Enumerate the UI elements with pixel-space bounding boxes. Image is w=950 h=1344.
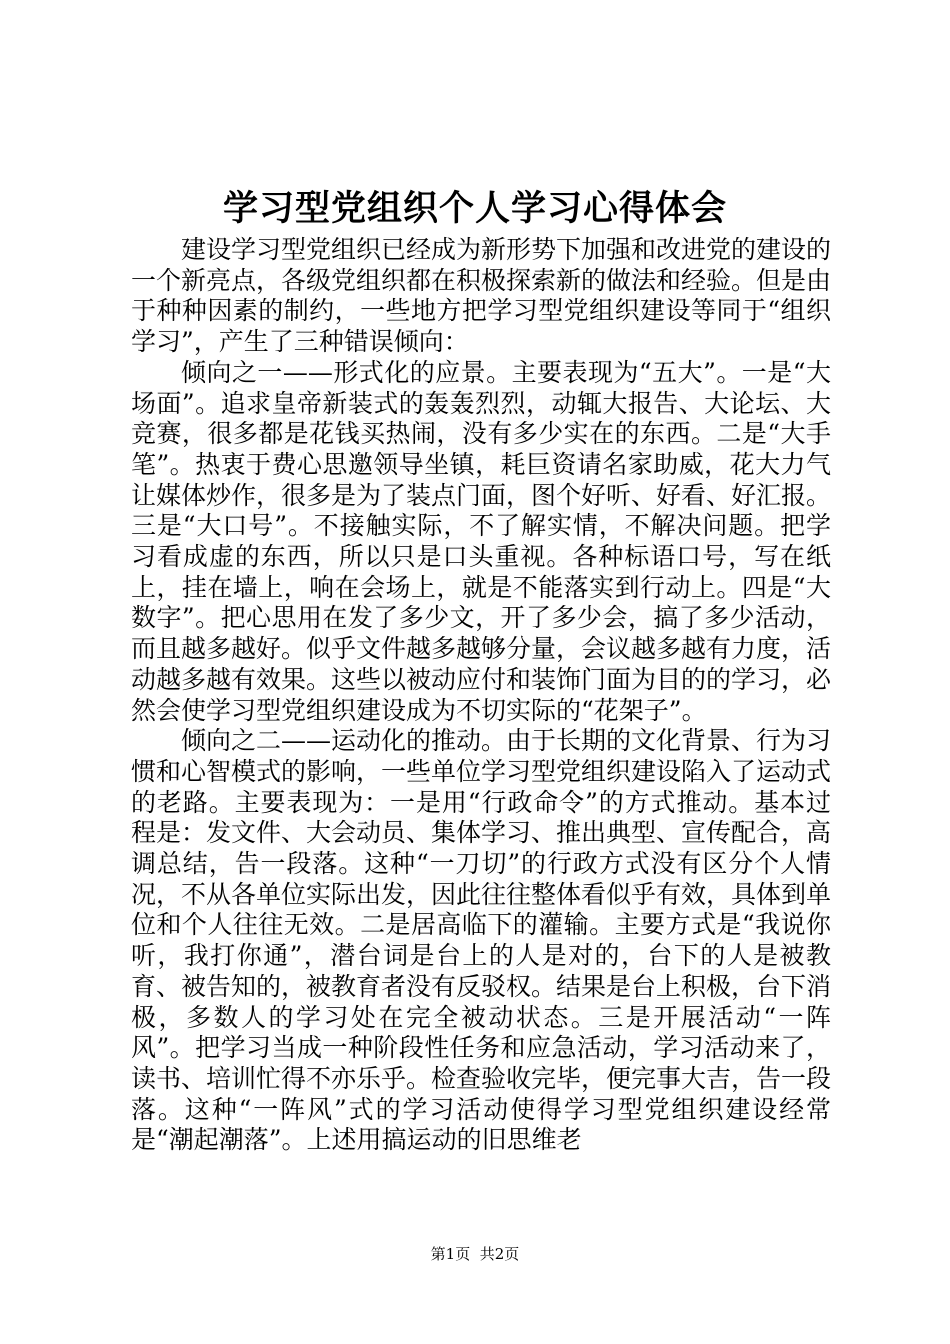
paragraph-tendency-one: 倾向之一——形式化的应景。主要表现为“五大”。一是“大场面”。追求皇帝新装式的轰轰烈烈，动辄大报告、大论坛、大竞赛，很多都是花钱买热闹，没有多少实在的东西。二是“大手笔”。热衷于费心思邀领导坐镇，耗巨资请名家助威，花大力气让媒体炒作，很多是为了装点门面，图个好听、好看、好汇报。三是“大口号”。不接触实际，不了解实情，不解决问题。把学习看成虚的东西，所以只是口头重视。各种标语口号，写在纸上，挂在墙上，响在会场上，就是不能落实到行动上。四是“大数字”。把心思用在发了多少文，开了多少会，搞了多少活动，而且越多越好。似乎文件越多越够分量，会议越多越有力度，活动越多越有效果。这些以被动应付和装饰门面为目的的学习，必然会使学习型党组织建设成为不切实际的“花架子”。 — [131, 357, 832, 725]
paragraph-intro: 建设学习型党组织已经成为新形势下加强和改进党的建设的一个新亮点，各级党组织都在积极探索新的做法和经验。但是由于种种因素的制约，一些地方把学习型党组织建设等同于“组织学习”，产生了三种错误倾向： — [131, 235, 832, 357]
page-total: 共2页 — [479, 1245, 520, 1263]
page-number: 第1页 — [430, 1245, 471, 1263]
document-body — [131, 235, 831, 1156]
document-title: 学习型党组织个人学习心得体会 — [222, 188, 727, 229]
footer-gap — [470, 1245, 480, 1263]
page-footer — [0, 1244, 950, 1264]
paragraph-tendency-two: 倾向之二——运动化的推动。由于长期的文化背景、行为习惯和心智模式的影响，一些单位学习型党组织建设陷入了运动式的老路。主要表现为：一是用“行政命令”的方式推动。基本过程是：发文件、大会动员、集体学习、推出典型、宣传配合，高调总结，告一段落。这种“一刀切”的行政方式没有区分个人情况，不从各单位实际出发，因此往往整体看似乎有效，具体到单位和个人往往无效。二是居高临下的灌输。主要方式是“我说你听，我打你通”，潜台词是台上的人是对的，台下的人是被教育、被告知的，被教育者没有反驳权。结果是台上积极，台下消极，多数人的学习处在完全被动状态。三是开展活动“一阵风”。把学习当成一种阶段性任务和应急活动，学习活动来了，读书、培训忙得不亦乐乎。检查验收完毕，便完事大吉，告一段落。这种“一阵风”式的学习活动使得学习型党组织建设经常是“潮起潮落”。上述用搞运动的旧思维老 — [131, 726, 832, 1155]
